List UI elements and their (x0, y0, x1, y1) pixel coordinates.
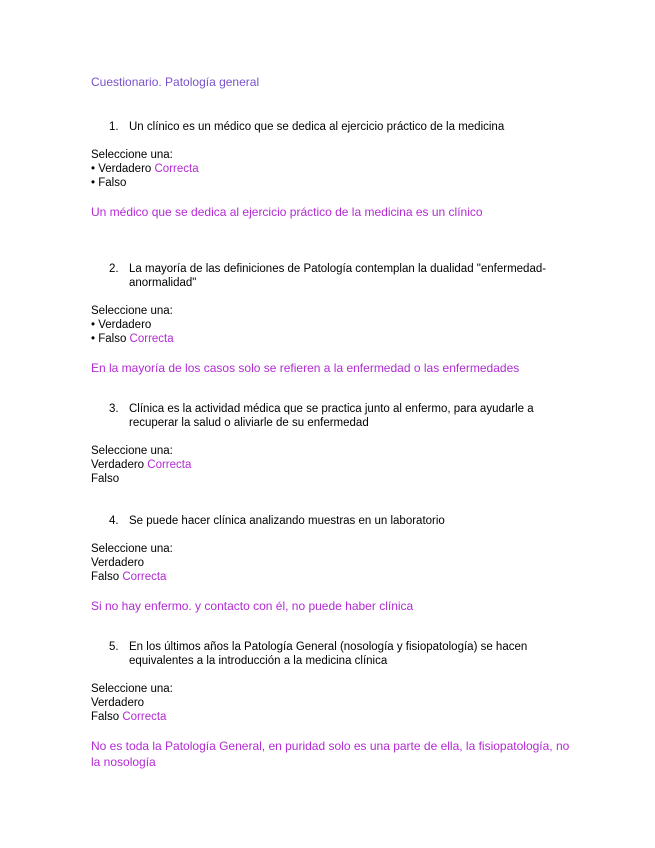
option-label: Verdadero (91, 697, 145, 709)
question-text: La mayoría de las definiciones de Patología contemplan la dualidad "enfermedad-anormalidad" (129, 263, 547, 289)
question-2 (91, 262, 571, 376)
option-label: Verdadero (91, 557, 145, 569)
select-label: Seleccione una: (91, 305, 173, 317)
document-title: Cuestionario. Patología general (91, 75, 260, 89)
option-true[interactable] (91, 696, 571, 710)
question-text: En los últimos años la Patología General (nosología y fisiopatología) se hacen equivalentes a la introducción a la medicina clínica (129, 641, 528, 667)
question-number: 4. (109, 515, 119, 527)
question-text-row (91, 120, 571, 134)
option-label: • Verdadero (91, 319, 152, 331)
answer-feedback: Un médico que se dedica al ejercicio práctico de la medicina es un clínico (91, 205, 483, 219)
option-label: • Verdadero (91, 163, 152, 175)
select-label: Seleccione una: (91, 445, 173, 457)
select-label: Seleccione una: (91, 683, 173, 695)
question-4 (91, 514, 571, 614)
correct-marker: Correcta (122, 711, 167, 723)
answer-feedback: Si no hay enfermo. y contacto con él, no puede haber clínica (91, 599, 414, 613)
question-3 (91, 402, 571, 486)
correct-marker: Correcta (154, 163, 199, 175)
question-5 (91, 640, 571, 770)
option-true[interactable] (91, 556, 571, 570)
question-text-row (91, 640, 571, 668)
question-text: Un clínico es un médico que se dedica al ejercicio práctico de la medicina (129, 121, 505, 133)
question-text: Clínica es la actividad médica que se practica junto al enfermo, para ayudarle a recuperar la salud o aliviarle de su enfermedad (129, 403, 534, 429)
question-number: 1. (109, 121, 119, 133)
answer-options (91, 304, 571, 346)
question-number: 2. (109, 263, 119, 275)
option-label: Falso (91, 473, 120, 485)
option-true[interactable] (91, 318, 571, 332)
question-text-row (91, 262, 571, 290)
option-false[interactable] (91, 332, 571, 346)
option-label: • Falso (91, 177, 127, 189)
option-label: Falso (91, 571, 120, 583)
question-text-row (91, 402, 571, 430)
option-label: • Falso (91, 333, 127, 345)
question-text-row (91, 514, 571, 528)
answer-options (91, 542, 571, 584)
answer-options (91, 148, 571, 190)
option-label: Verdadero (91, 459, 145, 471)
question-number: 3. (109, 403, 119, 415)
select-label: Seleccione una: (91, 149, 173, 161)
answer-feedback: En la mayoría de los casos solo se refieren a la enfermedad o las enfermedades (91, 361, 520, 375)
select-label: Seleccione una: (91, 543, 173, 555)
option-true[interactable] (91, 162, 571, 176)
option-true[interactable] (91, 458, 571, 472)
answer-feedback: No es toda la Patología General, en puridad solo es una parte de ella, la fisiopatología, no la nosología (91, 739, 570, 769)
question-number: 5. (109, 641, 119, 653)
option-false[interactable] (91, 570, 571, 584)
question-1 (91, 120, 571, 220)
option-false[interactable] (91, 710, 571, 724)
option-label: Falso (91, 711, 120, 723)
answer-options (91, 444, 571, 486)
question-text: Se puede hacer clínica analizando muestras en un laboratorio (129, 515, 445, 527)
answer-options (91, 682, 571, 724)
option-false[interactable] (91, 176, 571, 190)
correct-marker: Correcta (122, 571, 167, 583)
correct-marker: Correcta (129, 333, 174, 345)
option-false[interactable] (91, 472, 571, 486)
correct-marker: Correcta (147, 459, 192, 471)
